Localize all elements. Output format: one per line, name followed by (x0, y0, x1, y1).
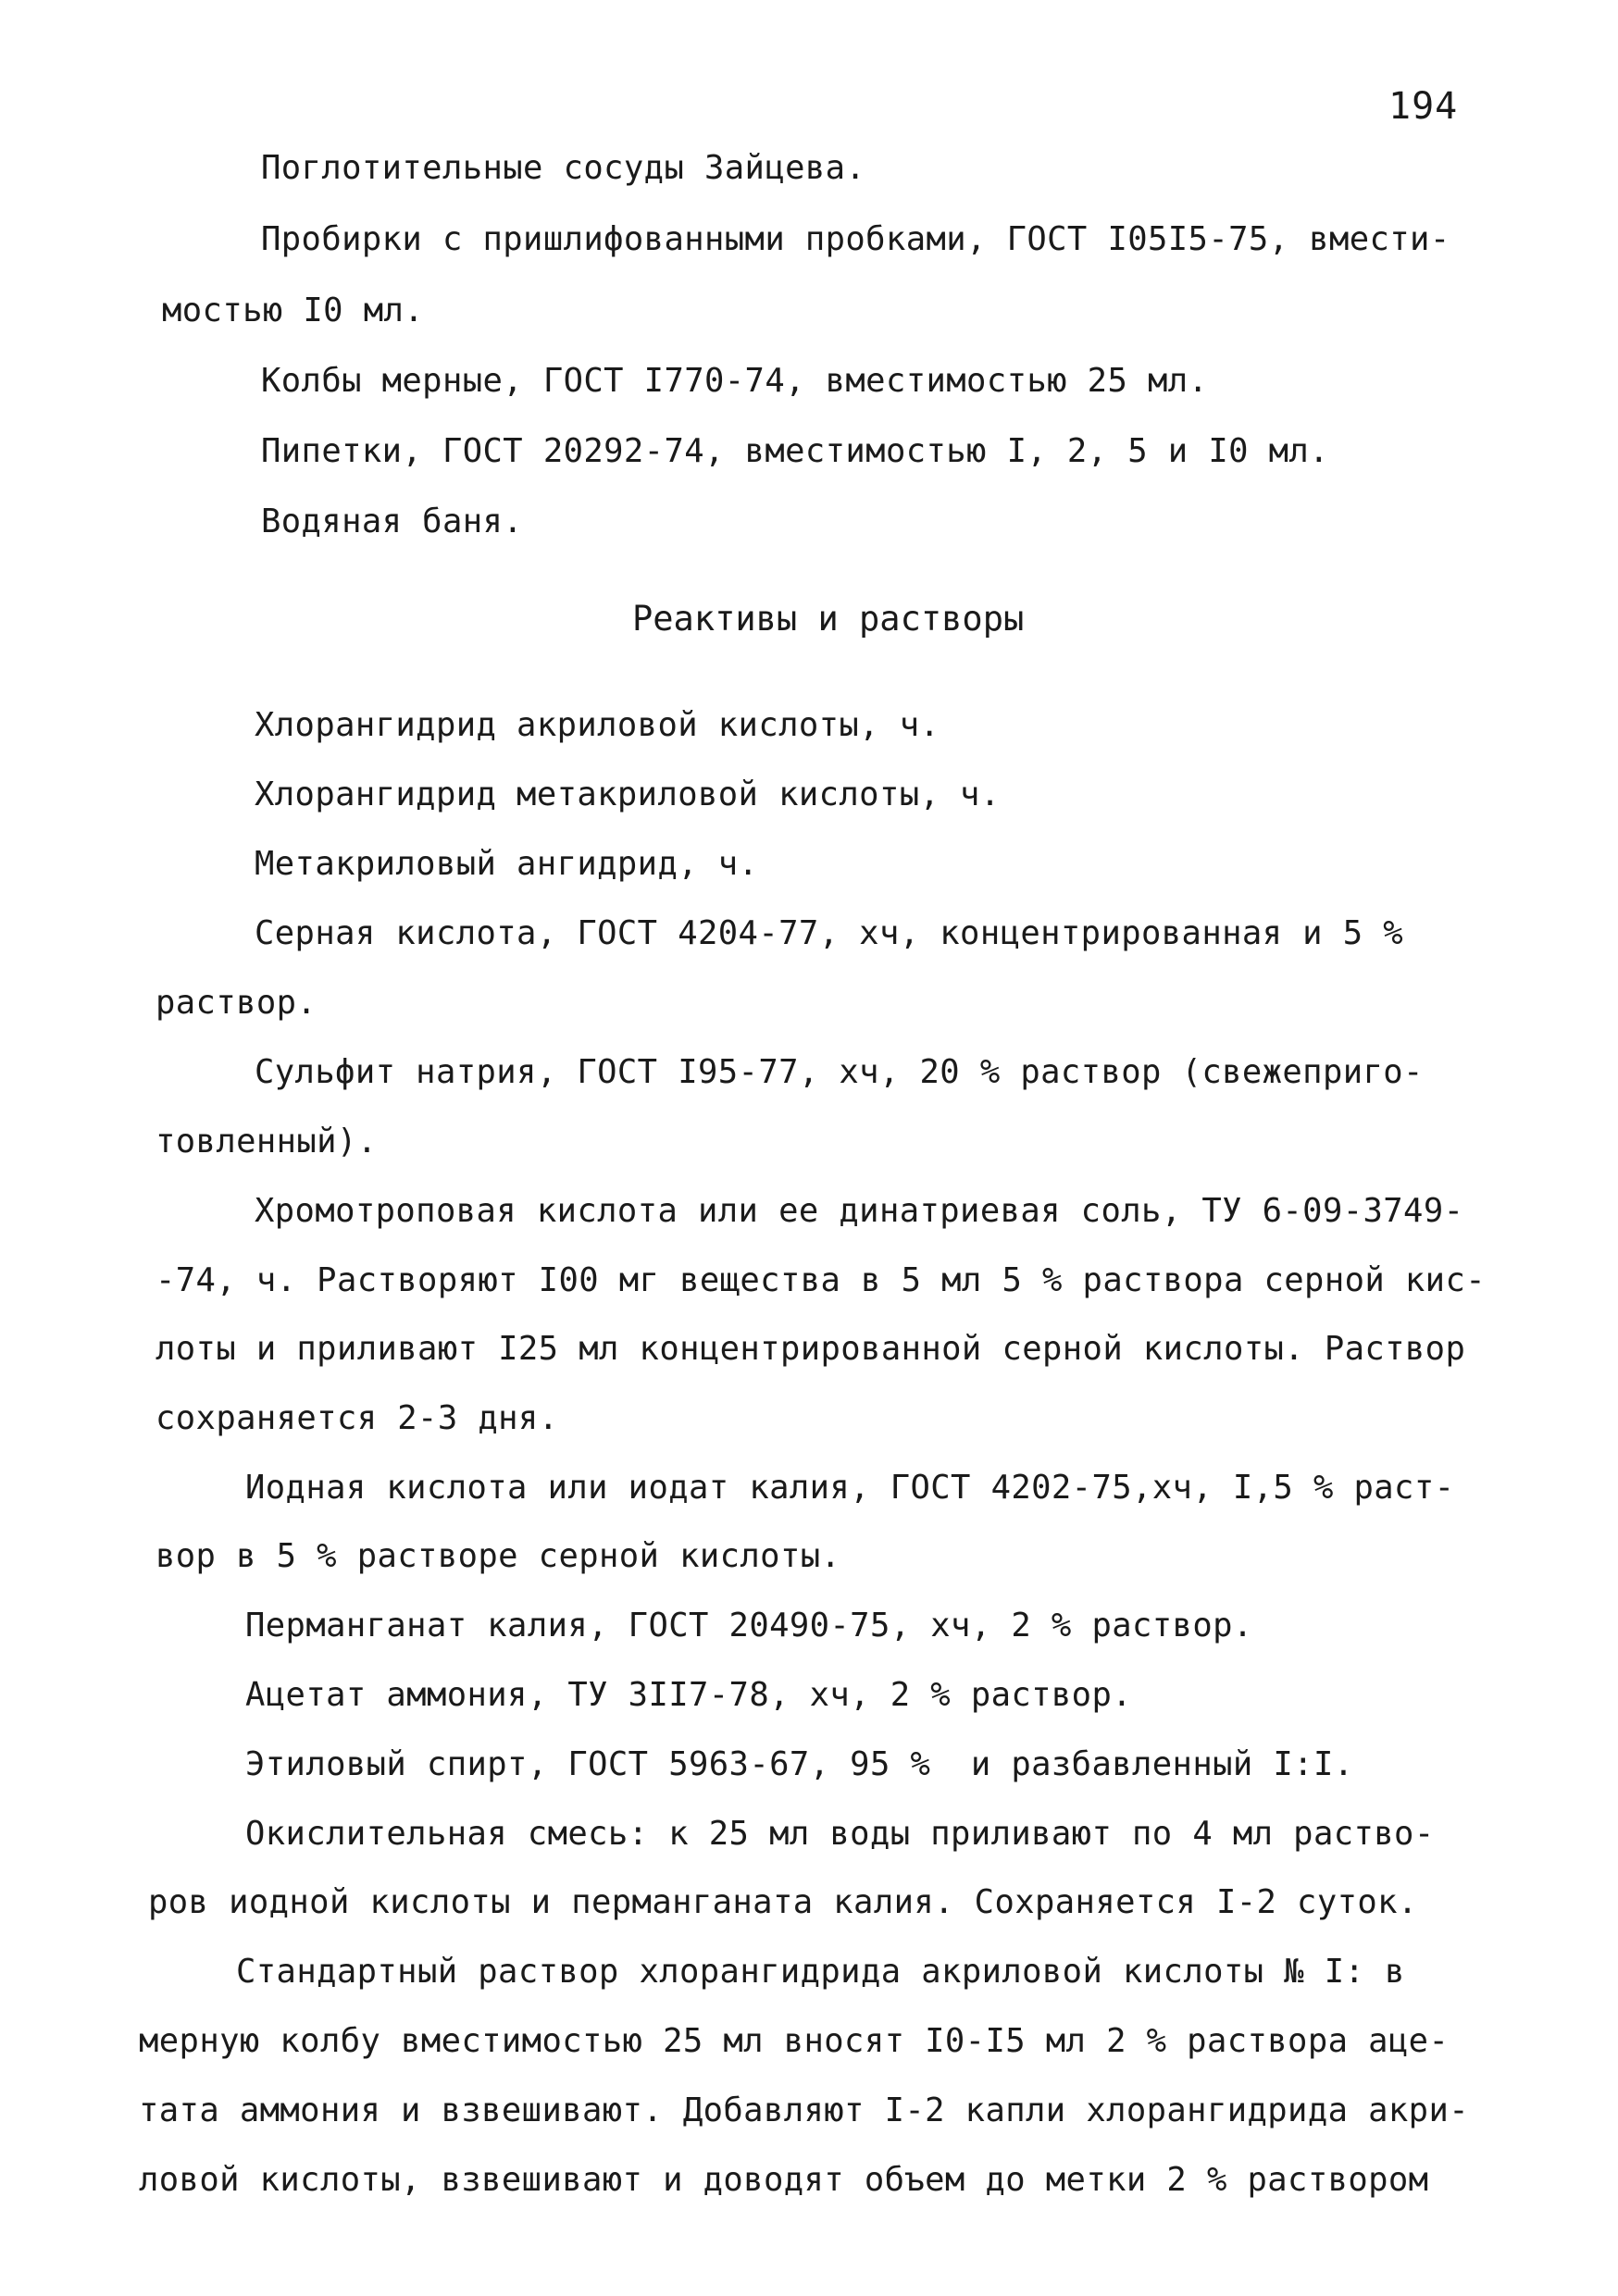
equipment-line: Пипетки, ГОСТ 20292-74, вместимостью I, 2, 5 и I0 мл. (261, 432, 1329, 470)
equipment-line: Колбы мерные, ГОСТ I770-74, вместимостью 25 мл. (261, 362, 1209, 400)
reagent-line: товленный). (156, 1123, 378, 1160)
reagent-line: Серная кислота, ГОСТ 4204-77, хч, концентрированная и 5 % (255, 914, 1404, 952)
reagent-line: Окислительная смесь: к 25 мл воды приливают по 4 мл раство- (245, 1815, 1435, 1853)
reagent-line: Стандартный раствор хлорангидрида акриловой кислоты № I: в (236, 1953, 1405, 1991)
reagent-line: Метакриловый ангидрид, ч. (255, 845, 759, 883)
reagent-line: Сульфит натрия, ГОСТ I95-77, хч, 20 % раствор (свежеприго- (255, 1053, 1424, 1091)
equipment-line: Водяная баня. (261, 503, 524, 540)
reagent-line: раствор. (156, 984, 317, 1022)
reagent-line: ров иодной кислоты и перманганата калия. Сохраняется I-2 суток. (148, 1883, 1418, 1921)
equipment-line: Поглотительные сосуды Зайцева. (261, 149, 866, 187)
reagent-line: Этиловый спирт, ГОСТ 5963-67, 95 % и разбавленный I:I. (245, 1745, 1354, 1783)
reagent-line: вор в 5 % растворе серной кислоты. (156, 1537, 841, 1575)
reagent-line: Хлорангидрид акриловой кислоты, ч. (255, 706, 940, 744)
reagent-line: Иодная кислота или иодат калия, ГОСТ 4202-75,хч, I,5 % раст- (245, 1469, 1455, 1507)
section-heading: Реактивы и растворы (632, 599, 1025, 639)
reagent-line: Перманганат калия, ГОСТ 20490-75, хч, 2 % раствор. (245, 1607, 1253, 1644)
reagent-line: Ацетат аммония, ТУ 3II7-78, хч, 2 % раствор. (245, 1676, 1133, 1714)
reagent-line: Хлорангидрид метакриловой кислоты, ч. (255, 776, 1001, 813)
reagent-line: ловой кислоты, взвешивают и доводят объем до метки 2 % раствором (139, 2161, 1429, 2199)
equipment-line: Пробирки с пришлифованными пробками, ГОСТ I05I5-75, вмести- (261, 220, 1450, 258)
page-number: 194 (1388, 85, 1459, 128)
reagent-line: тата аммония и взвешивают. Добавляют I-2 капли хлорангидрида акри- (139, 2091, 1470, 2129)
reagent-line: -74, ч. Растворяют I00 мг вещества в 5 мл 5 % раствора серной кис- (156, 1261, 1487, 1299)
reagent-line: сохраняется 2-3 дня. (156, 1399, 559, 1437)
equipment-line: мостью I0 мл. (162, 292, 425, 329)
reagent-line: мерную колбу вместимостью 25 мл вносят I0-I5 мл 2 % раствора аце- (139, 2022, 1450, 2060)
reagent-line: лоты и приливают I25 мл концентрированной серной кислоты. Раствор (156, 1330, 1466, 1368)
reagent-line: Хромотроповая кислота или ее динатриевая соль, ТУ 6-09-3749- (255, 1192, 1464, 1230)
